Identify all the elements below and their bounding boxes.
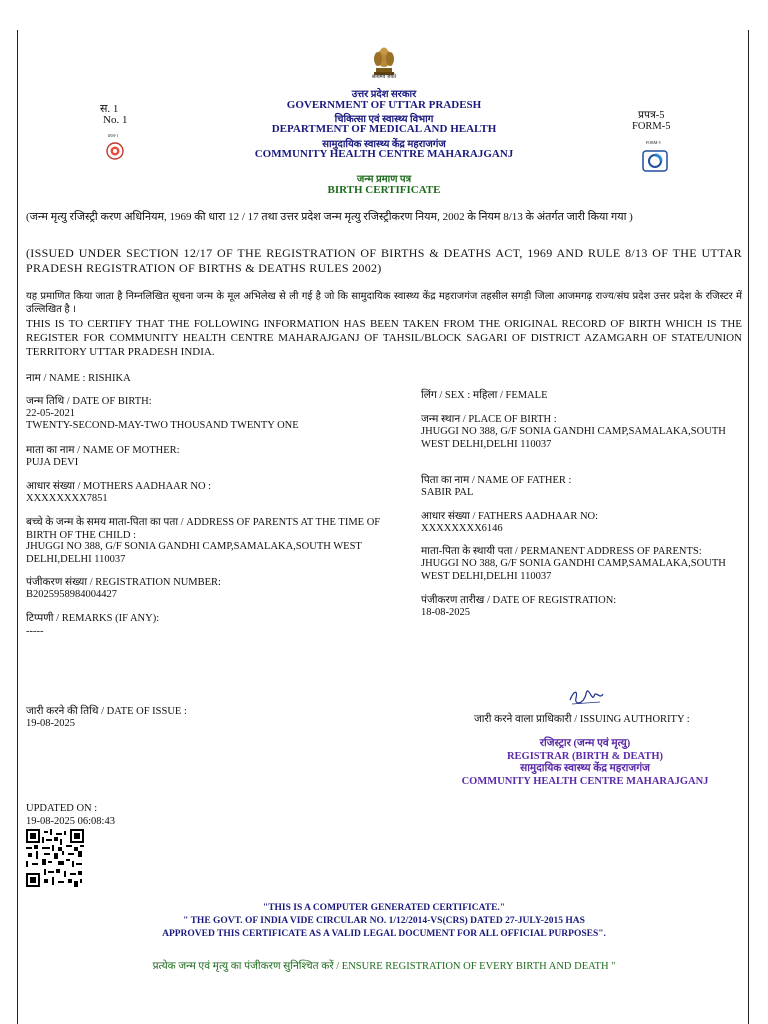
date-of-issue-label: जारी करने की तिथि / DATE OF ISSUE : xyxy=(26,706,187,717)
registrar-english: REGISTRAR (BIRTH & DEATH) xyxy=(506,750,664,762)
updated-on-value: 19-08-2025 06:08:43 xyxy=(26,816,115,827)
registration-number-value: B2025958984004427 xyxy=(26,589,118,600)
emblem-caption: सत्यमेव जयते xyxy=(371,75,397,80)
centre-hindi: सामुदायिक स्वास्थ्य केंद्र महराजगंज xyxy=(322,139,446,150)
certificate-title-hindi: जन्म प्रमाण पत्र xyxy=(356,174,412,185)
form-hindi: प्रपत्र-5 xyxy=(638,110,665,121)
state-hindi: उत्तर प्रदेश सरकार xyxy=(351,89,417,100)
dob-label: जन्म तिथि / DATE OF BIRTH: xyxy=(26,396,152,407)
dob-value: 22-05-2021 xyxy=(26,408,75,419)
registrar-hindi: रजिस्ट्रार (जन्म एवं मृत्यु) xyxy=(539,738,631,749)
signature-icon xyxy=(566,686,606,708)
certify-english: THIS IS TO CERTIFY THAT THE FOLLOWING INFORMATION HAS BEEN TAKEN FROM THE ORIGINAL RECORD OF BIRTH WHICH IS THE REGISTER FOR COMMUNITY HEALTH CENTRE MAHARAJGANJ OF TAHSIL/BLOCK SAGARI OF DISTRICT AZAMGARH OF STATE/UNION TERRITORY UTTAR PRADESH INDIA. xyxy=(26,318,742,358)
right-border xyxy=(748,30,749,1024)
serial-english: No. 1 xyxy=(103,114,128,126)
department-hindi: चिकित्सा एवं स्वास्थ्य विभाग xyxy=(334,114,434,125)
registration-number-label: पंजीकरण संख्या / REGISTRATION NUMBER: xyxy=(26,577,221,588)
certify-hindi: यह प्रमाणित किया जाता है निम्नलिखित सूचना जन्म के मूल अभिलेख से ली गई है जो कि सामुदायिक स्वास्थ्य केंद्र महराजगंज तहसील सगड़ी जिला आजमगढ़ राज्य/संघ प्रदेश उत्तर प्रदेश के रजिस्टर में उल्लिखित है । xyxy=(26,291,742,315)
birth-address-label: बच्चे के जन्म के समय माता-पिता का पता / ADDRESS OF PARENTS AT THE TIME OF BIRTH OF THE CHILD : xyxy=(26,517,381,541)
remarks-value: ----- xyxy=(26,626,44,637)
serial-hindi: स. 1 xyxy=(100,103,119,115)
dob-words: TWENTY-SECOND-MAY-TWO THOUSAND TWENTY ONE xyxy=(26,420,299,431)
permanent-address-value: JHUGGI NO 388, G/F SONIA GANDHI CAMP,SAMALAKA,SOUTH WEST DELHI,DELHI 110037 xyxy=(421,558,726,582)
state-english: GOVERNMENT OF UTTAR PRADESH xyxy=(286,99,482,111)
certificate-title-english: BIRTH CERTIFICATE xyxy=(327,184,441,196)
crs-logo-icon xyxy=(642,150,668,172)
up-seal-icon xyxy=(106,142,124,160)
birth-address-value: JHUGGI NO 388, G/F SONIA GANDHI CAMP,SAMALAKA,SOUTH WEST DELHI,DELHI 110037 xyxy=(26,541,362,565)
form-english: FORM-5 xyxy=(632,121,671,132)
name-field: नाम / NAME : RISHIKA xyxy=(26,373,131,384)
right-logo-caption: FORM-5 xyxy=(646,140,661,145)
registration-date-value: 18-08-2025 xyxy=(421,607,470,618)
centre-english: COMMUNITY HEALTH CENTRE MAHARAJGANJ xyxy=(254,148,514,160)
place-of-birth-value: JHUGGI NO 388, G/F SONIA GANDHI CAMP,SAMALAKA,SOUTH WEST DELHI,DELHI 110037 xyxy=(421,426,726,450)
footer-line-3: APPROVED THIS CERTIFICATE AS A VALID LEGAL DOCUMENT FOR ALL OFFICIAL PURPOSES". xyxy=(162,929,606,939)
mother-aadhaar-label: आधार संख्या / MOTHERS AADHAAR NO : xyxy=(26,481,212,492)
left-border xyxy=(17,30,18,1024)
mother-name-value: PUJA DEVI xyxy=(26,457,79,468)
ensure-registration-note: प्रत्येक जन्म एवं मृत्यु का पंजीकरण सुनिश्चित करें / ENSURE REGISTRATION OF EVERY BIRTH AND DEATH " xyxy=(152,961,616,972)
father-aadhaar-label: आधार संख्या / FATHERS AADHAAR NO: xyxy=(421,511,599,522)
sex-field: लिंग / SEX : महिला / FEMALE xyxy=(421,390,548,401)
registrar-centre-hindi: सामुदायिक स्वास्थ्य केंद्र महराजगंज xyxy=(520,763,650,774)
father-name-value: SABIR PAL xyxy=(421,487,474,498)
qr-code-icon xyxy=(26,829,84,887)
department-english: DEPARTMENT OF MEDICAL AND HEALTH xyxy=(271,123,497,135)
permanent-address-label: माता-पिता के स्थायी पता / PERMANENT ADDRESS OF PARENTS: xyxy=(421,546,702,557)
footer-line-2: " THE GOVT. OF INDIA VIDE CIRCULAR NO. 1/12/2014-VS(CRS) DATED 27-JULY-2015 HAS xyxy=(183,916,585,926)
date-of-issue-value: 19-08-2025 xyxy=(26,718,75,729)
registrar-centre-english: COMMUNITY HEALTH CENTRE MAHARAJGANJ xyxy=(461,775,709,787)
updated-on-label: UPDATED ON : xyxy=(26,803,98,814)
footer-line-1: "THIS IS A COMPUTER GENERATED CERTIFICATE." xyxy=(262,903,506,913)
left-seal-caption: प्रपत्र-1 xyxy=(108,133,119,138)
mother-name-label: माता का नाम / NAME OF MOTHER: xyxy=(26,445,180,456)
issued-under-english: (ISSUED UNDER SECTION 12/17 OF THE REGISTRATION OF BIRTHS & DEATHS ACT, 1969 AND RULE 8/13 OF THE UTTAR PRADESH REGISTRATION OF BIRTHS & DEATHS RULES 2002) xyxy=(26,246,742,275)
issued-under-hindi: (जन्म मृत्यु रजिस्ट्री करण अधिनियम, 1969 की धारा 12 / 17 तथा उत्तर प्रदेश जन्म मृत्यु रजिस्ट्रीकरण नियम, 2002 के नियम 8/13 के अंतर्गत जारी किया गया ) xyxy=(26,211,633,223)
father-name-label: पिता का नाम / NAME OF FATHER : xyxy=(421,475,572,486)
issuing-authority-label: जारी करने वाला प्राधिकारी / ISSUING AUTHORITY : xyxy=(474,714,690,725)
remarks-label: टिप्पणी / REMARKS (IF ANY): xyxy=(26,613,160,624)
father-aadhaar-value: XXXXXXXX6146 xyxy=(421,523,503,534)
registration-date-label: पंजीकरण तारीख / DATE OF REGISTRATION: xyxy=(421,595,617,606)
place-of-birth-label: जन्म स्थान / PLACE OF BIRTH : xyxy=(421,414,557,425)
mother-aadhaar-value: XXXXXXXX7851 xyxy=(26,493,108,504)
